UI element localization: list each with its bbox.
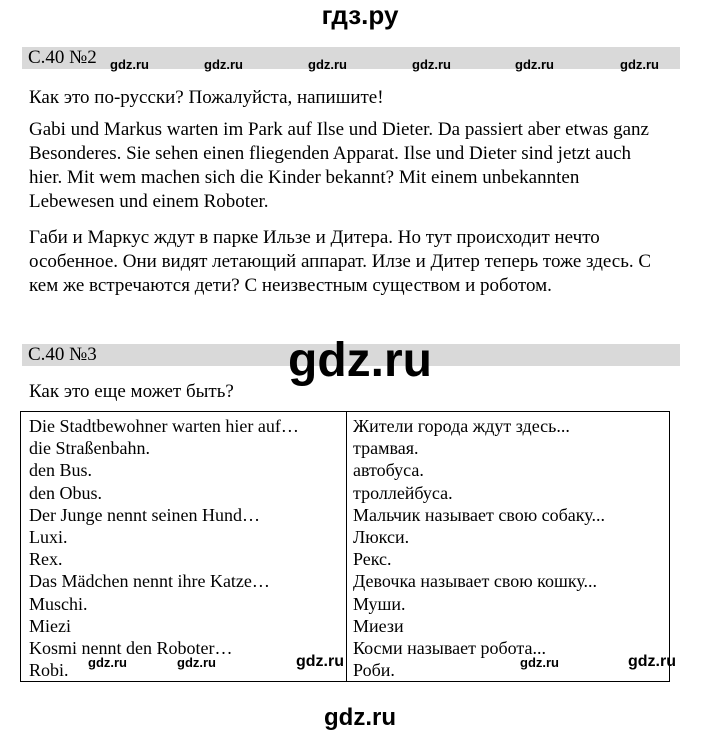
- footer-watermark: gdz.ru: [324, 704, 396, 731]
- table-cell: den Bus.: [29, 460, 92, 481]
- section-title: C.40 №3: [28, 344, 97, 365]
- table-cell: Robi.: [29, 660, 69, 681]
- table-cell: Rex.: [29, 549, 63, 570]
- table-cell: Жители города ждут здесь...: [353, 416, 570, 436]
- table-cell: Мальчик называет свою собаку...: [353, 504, 605, 525]
- table-cell: Die Stadtbewohner warten hier auf…: [29, 416, 299, 436]
- table-cell: Kosmi nennt den Roboter…: [29, 638, 233, 659]
- table-cell: Muschi.: [29, 593, 88, 614]
- russian-paragraph: [29, 226, 679, 298]
- section-title: C.40 №2: [28, 47, 97, 68]
- watermark: gdz.ru: [520, 655, 559, 670]
- watermark: gdz.ru: [296, 653, 344, 670]
- watermark: gdz.ru: [308, 57, 347, 72]
- watermark-large: gdz.ru: [288, 334, 432, 387]
- table-cell: троллейбуса.: [353, 482, 453, 503]
- table-cell: den Obus.: [29, 482, 102, 503]
- watermark: gdz.ru: [628, 653, 676, 670]
- table-cell: трамвая.: [353, 438, 419, 459]
- german-paragraph: [29, 118, 679, 214]
- question-text: Как это по-русски? Пожалуйста, напишите!: [29, 87, 384, 108]
- watermark: gdz.ru: [515, 57, 554, 72]
- table-cell: Der Junge nennt seinen Hund…: [29, 504, 260, 525]
- german-line: Gabi und Markus warten im Park auf Ilse und Dieter. Da passiert aber etwas ganz: [29, 119, 649, 140]
- site-header: гдз.ру: [321, 0, 399, 30]
- table-cell: Das Mädchen nennt ihre Katze…: [29, 571, 270, 592]
- table-cell: Рекс.: [353, 549, 392, 570]
- russian-line: кем же встречаются дети? С неизвестным существом и роботом.: [29, 275, 552, 296]
- table-cell: Косми называет робота...: [353, 638, 546, 659]
- table-cell: Miezi: [29, 615, 71, 636]
- watermark: gdz.ru: [620, 57, 659, 72]
- watermark: gdz.ru: [110, 57, 149, 72]
- table-cell: Девочка называет свою кошку...: [353, 571, 598, 592]
- table-cell: Муши.: [353, 593, 406, 614]
- table-cell: Luxi.: [29, 527, 68, 548]
- german-line: Besonderes. Sie sehen einen fliegenden Apparat. Ilse und Dieter sind jetzt auch: [29, 143, 631, 164]
- table-cell: Роби.: [353, 660, 395, 681]
- column-divider: [346, 412, 347, 681]
- russian-column: [353, 415, 605, 681]
- russian-line: Габи и Маркус ждут в парке Ильзе и Дитера. Но тут происходит нечто: [29, 227, 600, 248]
- translation-table: [20, 411, 670, 682]
- table-cell: die Straßenbahn.: [29, 438, 150, 459]
- watermark: gdz.ru: [412, 57, 451, 72]
- german-line: hier. Mit wem machen sich die Kinder bekannt? Mit einem unbekannten: [29, 167, 580, 188]
- table-cell: Люкси.: [353, 527, 410, 548]
- table-cell: Миези: [353, 615, 404, 636]
- watermark: gdz.ru: [204, 57, 243, 72]
- table-cell: автобуса.: [353, 460, 424, 481]
- german-column: [29, 415, 299, 681]
- russian-line: особенное. Они видят летающий аппарат. Илзе и Дитер теперь тоже здесь. С: [29, 251, 652, 272]
- german-line: Lebewesen und einem Roboter.: [29, 191, 269, 212]
- watermark: gdz.ru: [177, 655, 216, 670]
- question-text: Как это еще может быть?: [29, 381, 234, 402]
- watermark: gdz.ru: [88, 655, 127, 670]
